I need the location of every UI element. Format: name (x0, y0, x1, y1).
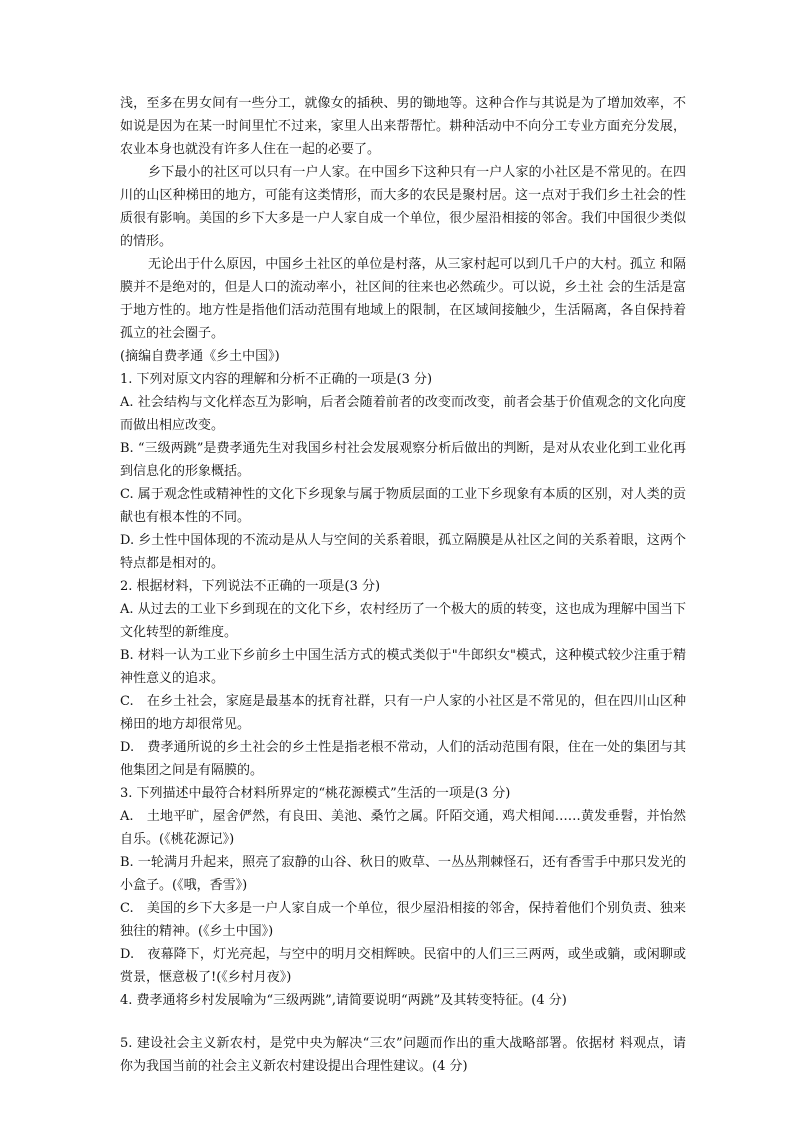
question-3-option-a: A. 土地平旷，屋舍俨然，有良田、美池、桑竹之属。阡陌交通，鸡犬相闻……黄发垂髫，并怡然自乐。(《桃花源记》) (120, 809, 686, 847)
question-2-stem: 2. 根据材料，下列说法不正确的一项是(3 分) (120, 579, 381, 594)
question-1-stem: 1. 下列对原文内容的理解和分析不正确的一项是(3 分) (120, 372, 433, 387)
question-5-stem: 5. 建设社会主义新农村，是党中央为解决“三农”问题而作出的重大战略部署。依据材 料观点，请你为我国当前的社会主义新农村建设提出合理性建议。(4 分) (120, 1036, 686, 1074)
question-3-stem: 3. 下列描述中最符合材料所界定的“桃花源模式”生活的一项是(3 分) (120, 786, 511, 801)
passage-paragraph: 无论出于什么原因，中国乡土社区的单位是村落，从三家村起可以到几千户的大村。孤立 和隔膜并不是绝对的，但是人口的流动率小，社区间的往来也必然疏少。可以说，乡土社 会的生活是富于地方性的。地方性是指他们活动范围有地域上的限制，在区域间接触少，生活隔离，各自保持着孤立的社会圈子。 (120, 257, 686, 341)
question-1-option-b: B. “三级两跳”是费孝通先生对我国乡村社会发展观察分析后做出的判断，是对从农业化到工业化再到信息化的形象概括。 (120, 441, 686, 479)
source-citation: (摘编自费孝通《乡土中国》) (120, 349, 280, 364)
question-2-option-d: D. 费孝通所说的乡土社会的乡土性是指老根不常动，人们的活动范围有限，住在一处的集团与其他集团之间是有隔膜的。 (120, 740, 686, 778)
question-4-stem: 4. 费孝通将乡村发展喻为“三级两跳”,请简要说明“两跳”及其转变特征。(4 分) (120, 993, 567, 1008)
question-2-option-c: C. 在乡土社会，家庭是最基本的抚育社群，只有一户人家的小社区是不常见的，但在四川山区种梯田的地方却很常见。 (120, 694, 686, 732)
question-1-option-a: A. 社会结构与文化样态互为影响，后者会随着前者的改变而改变，前者会基于价值观念的文化向度而做出相应改变。 (120, 395, 686, 433)
question-2-option-a: A. 从过去的工业下乡到现在的文化下乡，农村经历了一个极大的质的转变，这也成为理解中国当下文化转型的新维度。 (120, 602, 686, 640)
question-1-option-d: D. 乡土性中国体现的不流动是从人与空间的关系着眼，孤立隔膜是从社区之间的关系着眼，这两个特点都是相对的。 (120, 533, 686, 571)
passage-paragraph: 浅，至多在男女间有一些分工，就像女的插秧、男的锄地等。这种合作与其说是为了增加效率，不如说是因为在某一时间里忙不过来，家里人出来帮帮忙。耕种活动中不向分工专业方面充分发展，农业本身也就没有许多人住在一起的必要了。 (120, 96, 686, 157)
question-2-option-b: B. 材料一认为工业下乡前乡土中国生活方式的模式类似于"牛郎织女"模式，这种模式较少注重于精神性意义的追求。 (120, 648, 686, 686)
question-3-option-b: B. 一轮满月升起来，照亮了寂静的山谷、秋日的败草、一丛丛荆棘怪石，还有香雪手中那只发光的小盒子。(《哦，香雪》) (120, 855, 686, 893)
question-3-option-c: C. 美国的乡下大多是一户人家自成一个单位，很少屋沿相接的邻舍，保持着他们个别负责、独来独往的精神。(《乡土中国》) (120, 901, 686, 939)
question-1-option-c: C. 属于观念性或精神性的文化下乡现象与属于物质层面的工业下乡现象有本质的区别，对人类的贡献也有根本性的不同。 (120, 487, 686, 525)
question-3-option-d: D. 夜幕降下，灯光亮起，与空中的明月交相辉映。民宿中的人们三三两两，或坐或躺，或闲聊或赏景，惬意极了!(《乡村月夜》) (120, 947, 686, 985)
passage-paragraph: 乡下最小的社区可以只有一户人家。在中国乡下这种只有一户人家的小社区是不常见的。在四川的山区种梯田的地方，可能有这类情形，而大多的农民是聚村居。这一点对于我们乡土社会的性质很有影响。美国的乡下大多是一户人家自成一个单位，很少屋沿相接的邻舍。我们中国很少类似的情形。 (120, 165, 686, 249)
